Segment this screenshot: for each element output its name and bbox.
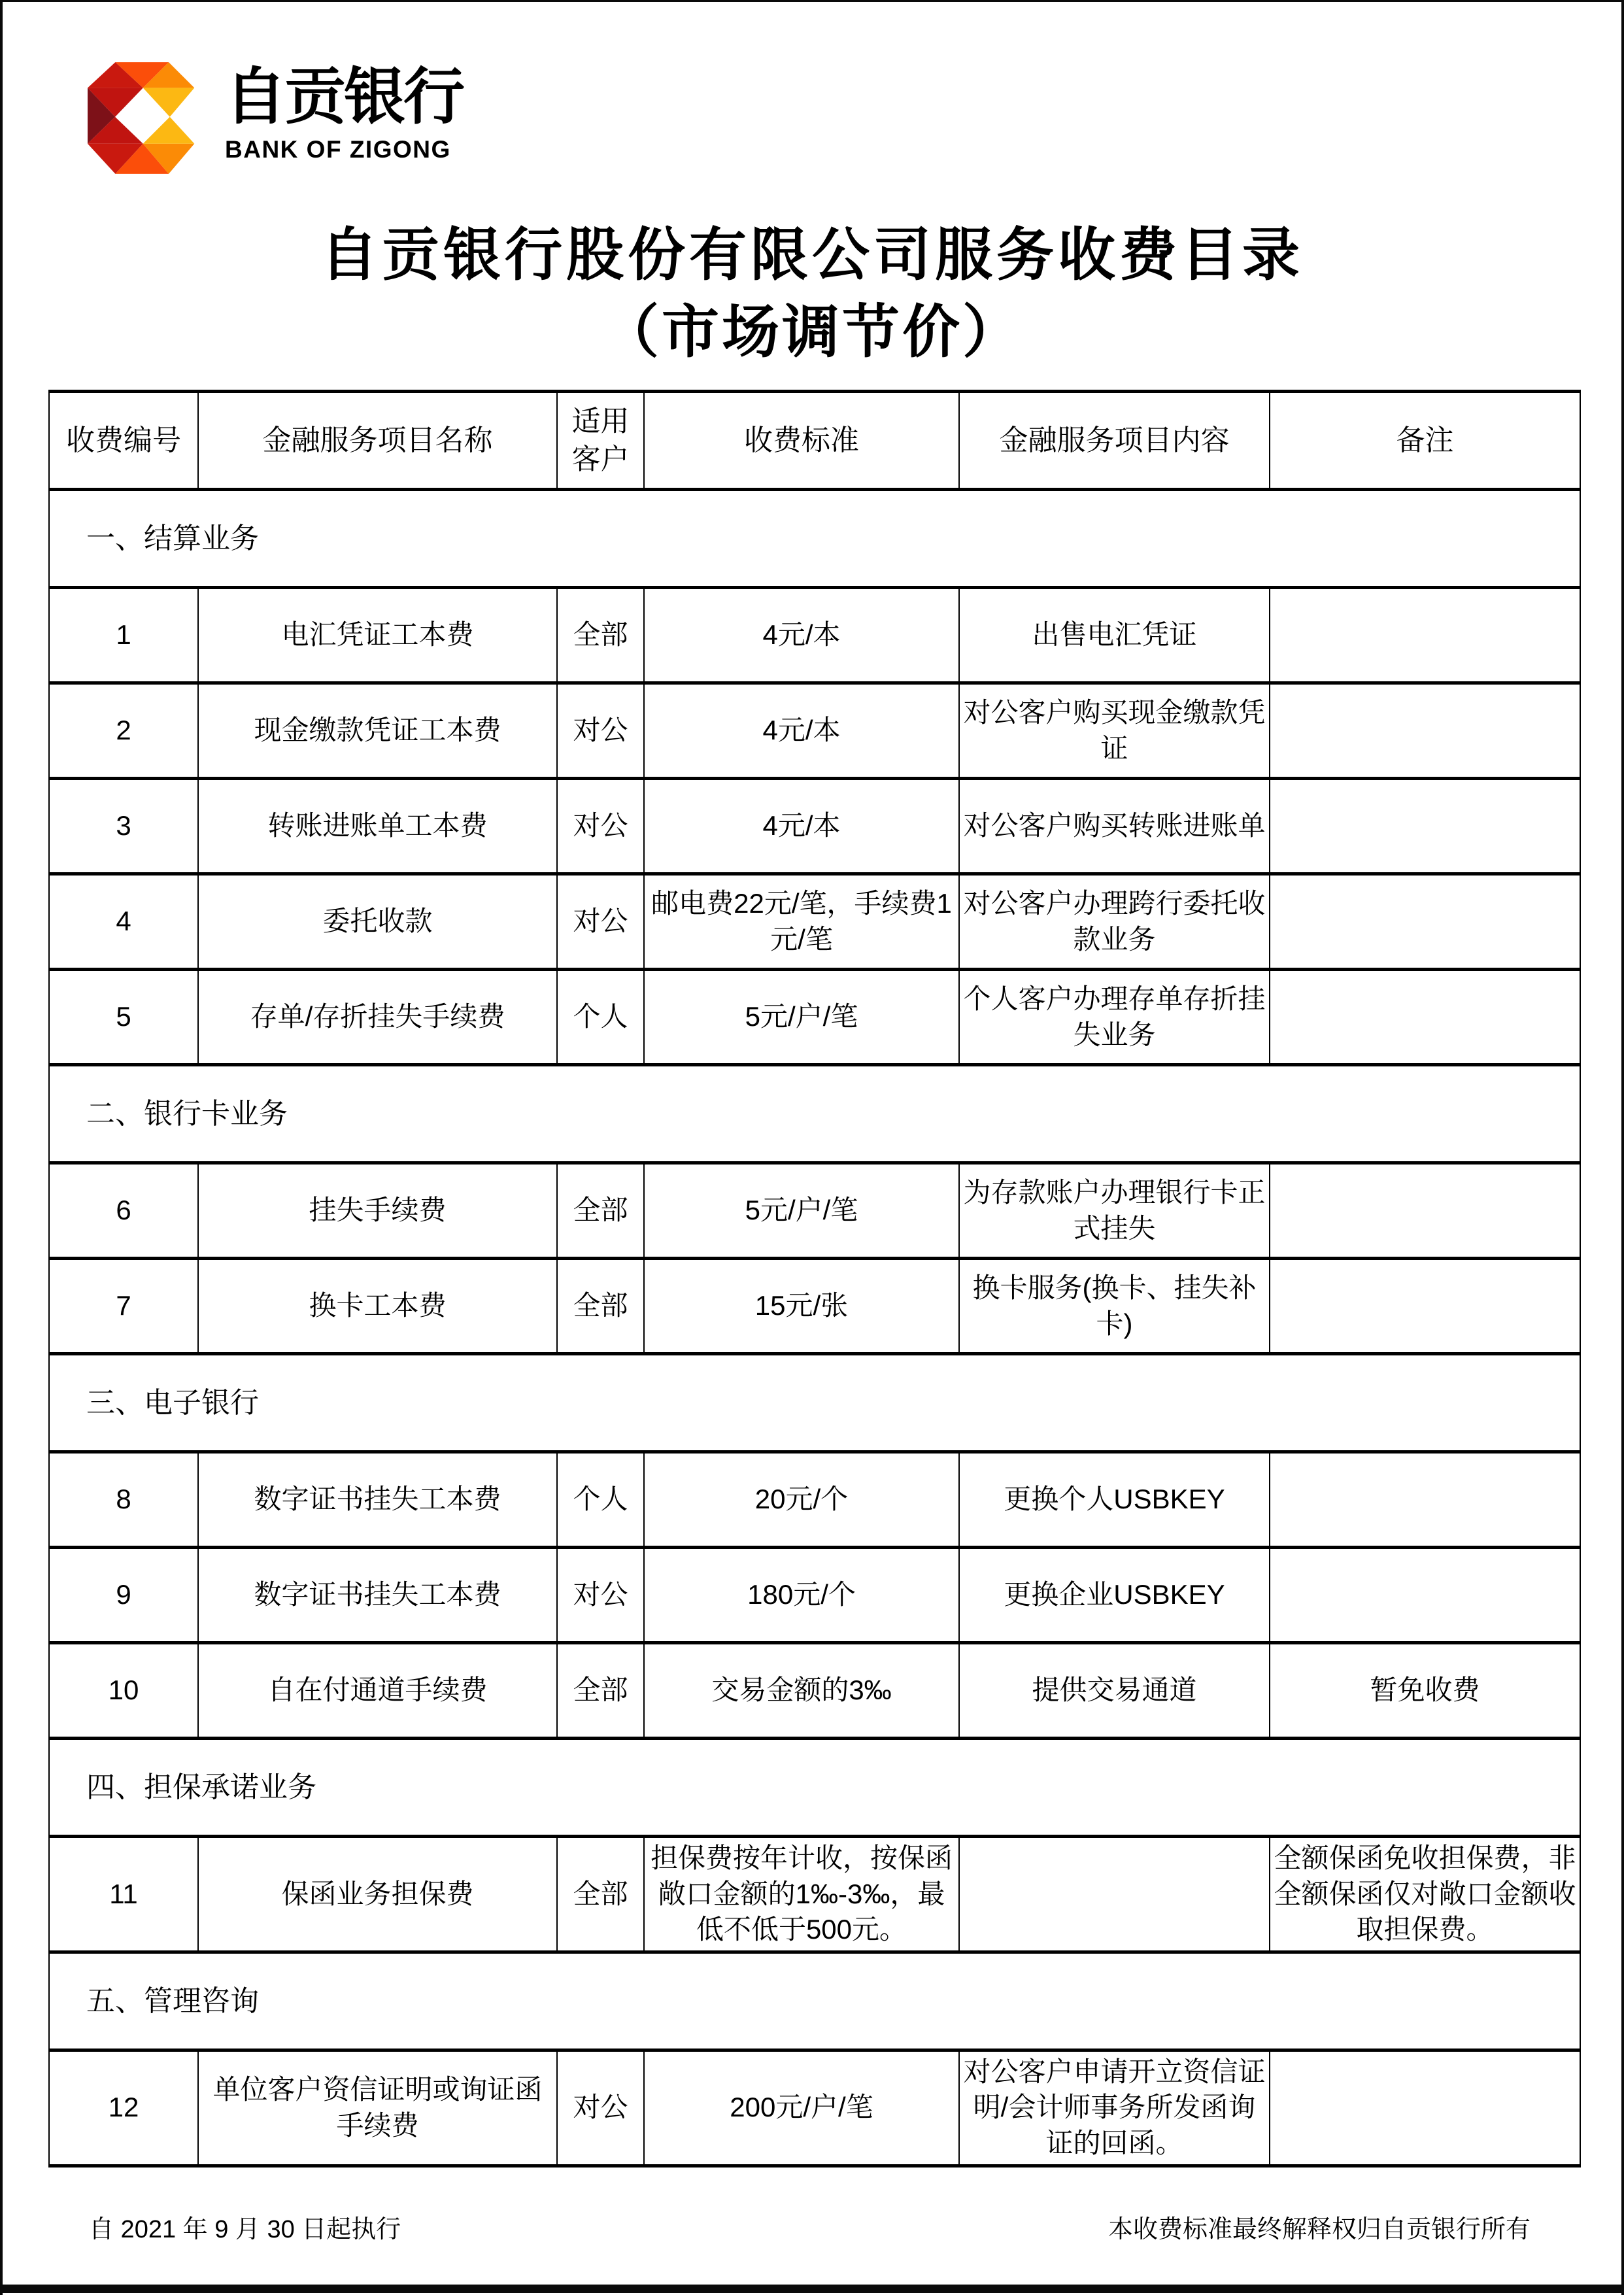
cell-customer: 对公 bbox=[557, 2050, 644, 2166]
table-row bbox=[49, 683, 1580, 779]
cell-standard: 5元/户/笔 bbox=[644, 1163, 959, 1259]
cell-standard: 4元/本 bbox=[644, 683, 959, 779]
column-header-customer: 适用客户 bbox=[557, 392, 644, 490]
cell-remark bbox=[1270, 1452, 1580, 1548]
cell-name: 转账进账单工本费 bbox=[198, 779, 557, 874]
section-row bbox=[49, 490, 1580, 588]
cell-remark bbox=[1270, 2050, 1580, 2166]
cell-standard: 180元/个 bbox=[644, 1548, 959, 1643]
cell-standard: 4元/本 bbox=[644, 779, 959, 874]
section-label: 一、结算业务 bbox=[49, 490, 1580, 588]
cell-customer: 对公 bbox=[557, 779, 644, 874]
cell-content: 对公客户购买现金缴款凭证 bbox=[959, 683, 1270, 779]
bank-name-cn: 自贡银行 bbox=[225, 62, 464, 131]
cell-name: 存单/存折挂失手续费 bbox=[198, 970, 557, 1065]
column-header-content: 金融服务项目内容 bbox=[959, 392, 1270, 490]
cell-content: 为存款账户办理银行卡正式挂失 bbox=[959, 1163, 1270, 1259]
cell-no: 9 bbox=[49, 1548, 198, 1643]
cell-name: 自在付通道手续费 bbox=[198, 1643, 557, 1739]
cell-name: 电汇凭证工本费 bbox=[198, 588, 557, 683]
cell-customer: 对公 bbox=[557, 874, 644, 970]
cell-standard: 邮电费22元/笔，手续费1元/笔 bbox=[644, 874, 959, 970]
cell-no: 2 bbox=[49, 683, 198, 779]
cell-standard: 200元/户/笔 bbox=[644, 2050, 959, 2166]
cell-remark: 暂免收费 bbox=[1270, 1643, 1580, 1739]
cell-remark bbox=[1270, 874, 1580, 970]
cell-content: 提供交易通道 bbox=[959, 1643, 1270, 1739]
cell-content: 换卡服务(换卡、挂失补卡) bbox=[959, 1259, 1270, 1354]
section-row bbox=[49, 1952, 1580, 2050]
table-row bbox=[49, 1163, 1580, 1259]
cell-no: 4 bbox=[49, 874, 198, 970]
brand-text bbox=[225, 62, 463, 163]
cell-name: 挂失手续费 bbox=[198, 1163, 557, 1259]
section-row bbox=[49, 1739, 1580, 1837]
cell-name: 数字证书挂失工本费 bbox=[198, 1548, 557, 1643]
cell-remark bbox=[1270, 683, 1580, 779]
cell-no: 6 bbox=[49, 1163, 198, 1259]
cell-no: 8 bbox=[49, 1452, 198, 1548]
table-row bbox=[49, 779, 1580, 874]
section-row bbox=[49, 1354, 1580, 1452]
table-row bbox=[49, 1837, 1580, 1952]
table-row bbox=[49, 970, 1580, 1065]
document-title: 自贡银行股份有限公司服务收费目录 bbox=[320, 222, 1304, 287]
cell-customer: 对公 bbox=[557, 683, 644, 779]
section-label: 四、担保承诺业务 bbox=[49, 1739, 1580, 1837]
cell-no: 11 bbox=[49, 1837, 198, 1952]
section-label: 二、银行卡业务 bbox=[49, 1065, 1580, 1163]
cell-no: 7 bbox=[49, 1259, 198, 1354]
cell-standard: 担保费按年计收，按保函敞口金额的1‰-3‰，最低不低于500元。 bbox=[644, 1837, 959, 1952]
cell-content: 个人客户办理存单存折挂失业务 bbox=[959, 970, 1270, 1065]
cell-no: 10 bbox=[49, 1643, 198, 1739]
bank-logo-icon bbox=[88, 62, 195, 174]
table-row bbox=[49, 1548, 1580, 1643]
cell-customer: 个人 bbox=[557, 970, 644, 1065]
cell-content: 对公客户办理跨行委托收款业务 bbox=[959, 874, 1270, 970]
cell-customer: 全部 bbox=[557, 1163, 644, 1259]
cell-remark: 全额保函免收担保费，非全额保函仅对敞口金额收取担保费。 bbox=[1270, 1837, 1580, 1952]
section-label: 五、管理咨询 bbox=[49, 1952, 1580, 2050]
cell-standard: 4元/本 bbox=[644, 588, 959, 683]
cell-remark bbox=[1270, 588, 1580, 683]
cell-content: 更换企业USBKEY bbox=[959, 1548, 1270, 1643]
table-row bbox=[49, 2050, 1580, 2166]
table-row bbox=[49, 874, 1580, 970]
cell-customer: 全部 bbox=[557, 1643, 644, 1739]
fee-table bbox=[48, 390, 1581, 2168]
cell-remark bbox=[1270, 779, 1580, 874]
cell-content bbox=[959, 1837, 1270, 1952]
section-row bbox=[49, 1065, 1580, 1163]
cell-customer: 全部 bbox=[557, 1259, 644, 1354]
cell-remark bbox=[1270, 1548, 1580, 1643]
column-header-standard: 收费标准 bbox=[644, 392, 959, 490]
cell-customer: 个人 bbox=[557, 1452, 644, 1548]
cell-remark bbox=[1270, 970, 1580, 1065]
cell-no: 1 bbox=[49, 588, 198, 683]
disclaimer: 本收费标准最终解释权归自贡银行所有 bbox=[1108, 2216, 1531, 2243]
cell-standard: 5元/户/笔 bbox=[644, 970, 959, 1065]
scan-edge-bottom bbox=[0, 2285, 1624, 2293]
brand-lockup bbox=[88, 62, 463, 174]
cell-content: 出售电汇凭证 bbox=[959, 588, 1270, 683]
cell-customer: 对公 bbox=[557, 1548, 644, 1643]
table-header-row bbox=[49, 392, 1580, 490]
table-row bbox=[49, 588, 1580, 683]
cell-content: 更换个人USBKEY bbox=[959, 1452, 1270, 1548]
scan-edge-top bbox=[0, 0, 1624, 2]
bank-name-en: BANK OF ZIGONG bbox=[225, 135, 451, 163]
cell-name: 现金缴款凭证工本费 bbox=[198, 683, 557, 779]
cell-name: 换卡工本费 bbox=[198, 1259, 557, 1354]
cell-remark bbox=[1270, 1259, 1580, 1354]
cell-no: 12 bbox=[49, 2050, 198, 2166]
cell-no: 5 bbox=[49, 970, 198, 1065]
cell-name: 委托收款 bbox=[198, 874, 557, 970]
cell-remark bbox=[1270, 1163, 1580, 1259]
section-label: 三、电子银行 bbox=[49, 1354, 1580, 1452]
table-row bbox=[49, 1643, 1580, 1739]
cell-content: 对公客户申请开立资信证明/会计师事务所发函询证的回函。 bbox=[959, 2050, 1270, 2166]
cell-customer: 全部 bbox=[557, 1837, 644, 1952]
cell-customer: 全部 bbox=[557, 588, 644, 683]
cell-no: 3 bbox=[49, 779, 198, 874]
column-header-remark: 备注 bbox=[1270, 392, 1580, 490]
table-row bbox=[49, 1259, 1580, 1354]
cell-content: 对公客户购买转账进账单 bbox=[959, 779, 1270, 874]
cell-standard: 交易金额的3‰ bbox=[644, 1643, 959, 1739]
document-subtitle: （市场调节价） bbox=[601, 299, 1023, 364]
table-row bbox=[49, 1452, 1580, 1548]
cell-name: 单位客户资信证明或询证函手续费 bbox=[198, 2050, 557, 2166]
effective-date: 自 2021 年 9 月 30 日起执行 bbox=[89, 2216, 401, 2243]
cell-standard: 20元/个 bbox=[644, 1452, 959, 1548]
column-header-name: 金融服务项目名称 bbox=[198, 392, 557, 490]
column-header-no: 收费编号 bbox=[49, 392, 198, 490]
cell-name: 数字证书挂失工本费 bbox=[198, 1452, 557, 1548]
cell-name: 保函业务担保费 bbox=[198, 1837, 557, 1952]
cell-standard: 15元/张 bbox=[644, 1259, 959, 1354]
